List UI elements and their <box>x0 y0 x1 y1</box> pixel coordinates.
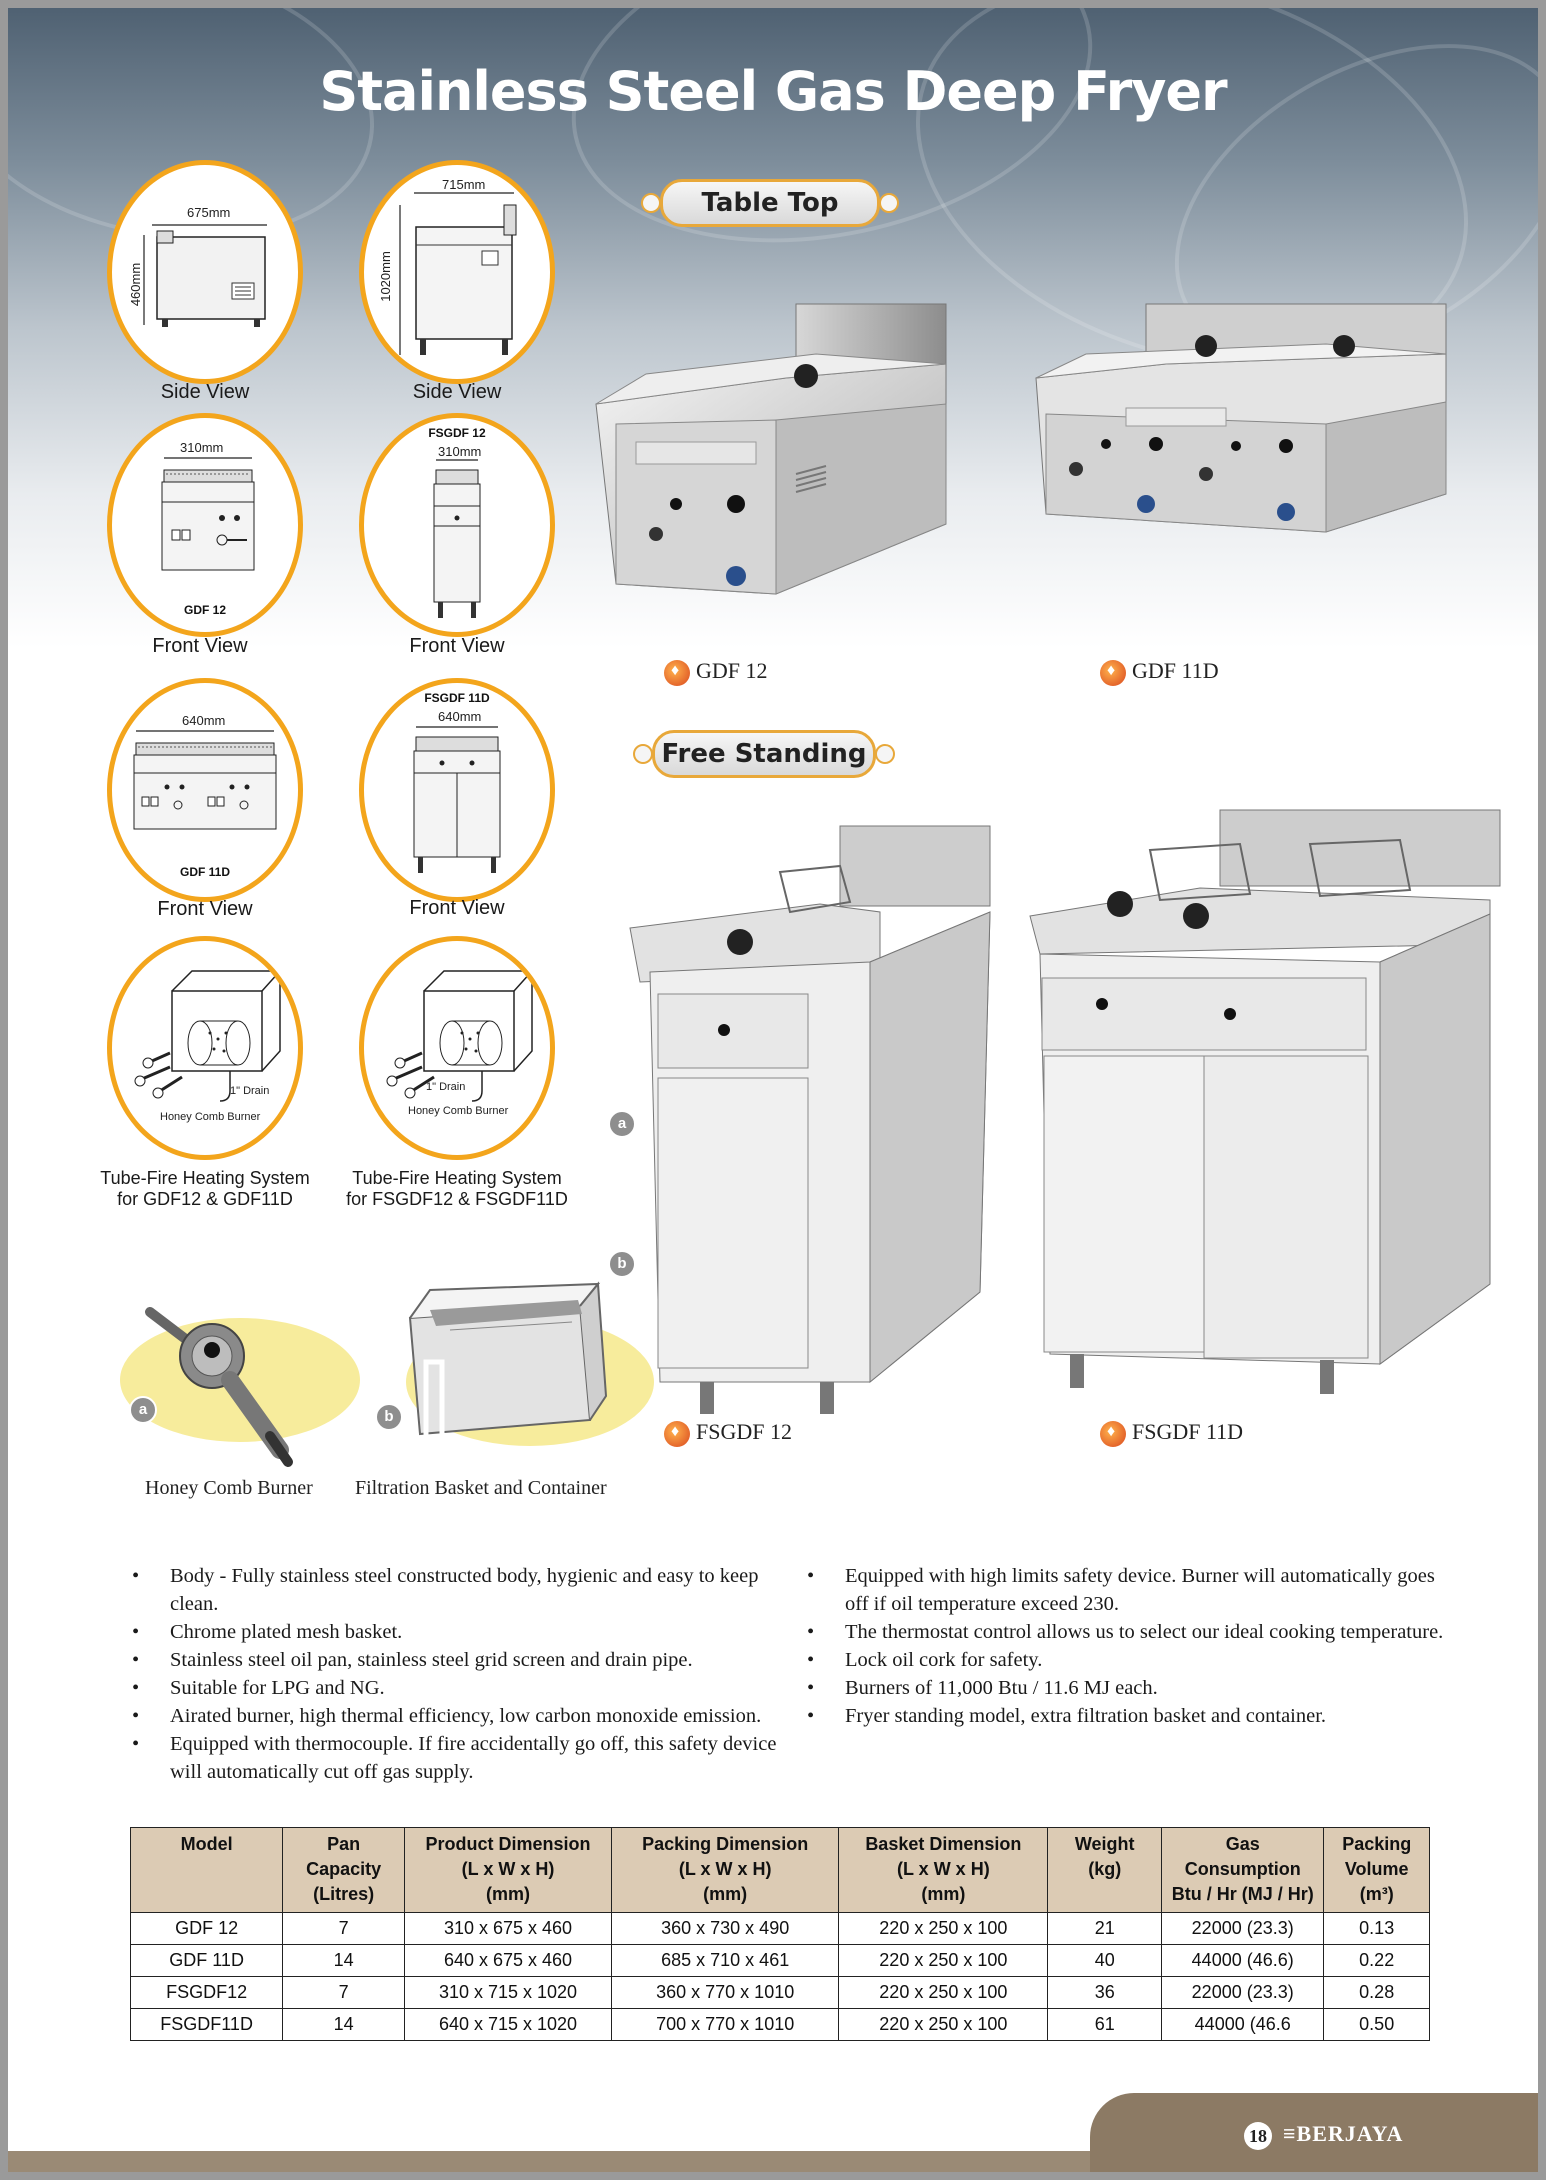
column-header: Pan Capacity (Litres) <box>283 1828 405 1913</box>
feature-item: • Body - Fully stainless steel constructed body, hygienic and easy to keep clean. <box>130 1562 785 1618</box>
height-dimension: 1020mm <box>377 251 393 302</box>
side-view-diagram-fsgdf <box>359 160 555 384</box>
flame-icon <box>664 1421 690 1447</box>
table-cell: 310 x 675 x 460 <box>405 1913 612 1945</box>
feature-list-left <box>130 1562 785 1786</box>
front-view-diagram-fsgdf11d <box>359 678 555 902</box>
table-cell: GDF 11D <box>131 1945 283 1977</box>
marker-b: b <box>608 1250 636 1278</box>
feature-item: • Stainless steel oil pan, stainless steel grid screen and drain pipe. <box>130 1646 785 1674</box>
table-header-row <box>131 1828 1430 1913</box>
flame-icon <box>1100 660 1126 686</box>
brochure-page <box>8 8 1538 2172</box>
table-cell: 44000 (46.6) <box>1162 1945 1324 1977</box>
table-cell: 21 <box>1048 1913 1162 1945</box>
marker-a: a <box>129 1396 157 1424</box>
table-cell: FSGDF12 <box>131 1977 283 2009</box>
table-cell: 220 x 250 x 100 <box>839 1945 1048 1977</box>
width-dimension: 310mm <box>438 444 482 459</box>
diagram-caption: Front View <box>409 897 505 919</box>
page-title: Stainless Steel Gas Deep Fryer <box>319 60 1227 123</box>
width-dimension: 640mm <box>438 709 482 724</box>
table-cell: 7 <box>283 1913 405 1945</box>
table-cell: 0.22 <box>1324 1945 1430 1977</box>
table-cell: 36 <box>1048 1977 1162 2009</box>
table-cell: 40 <box>1048 1945 1162 1977</box>
table-row <box>131 1977 1430 2009</box>
table-cell: 700 x 770 x 1010 <box>612 2009 839 2041</box>
section-label-text: Table Top <box>701 188 839 218</box>
table-cell: 14 <box>283 2009 405 2041</box>
section-label-free-standing <box>652 730 876 778</box>
diagram-caption: Front View <box>157 898 253 920</box>
width-dimension: 640mm <box>182 713 226 728</box>
product-name: FSGDF 11D <box>1132 1419 1244 1444</box>
width-dimension: 310mm <box>180 440 224 455</box>
product-name: GDF 11D <box>1132 658 1219 683</box>
column-header: Product Dimension (L x W x H) (mm) <box>405 1828 612 1913</box>
filtration-basket-icon <box>410 1284 606 1442</box>
width-dimension: 715mm <box>442 177 486 192</box>
width-dimension: 675mm <box>187 205 231 220</box>
feature-item: • Chrome plated mesh basket. <box>130 1618 785 1646</box>
table-cell: 7 <box>283 1977 405 2009</box>
product-name: FSGDF 12 <box>696 1419 792 1444</box>
pill-knob <box>641 193 661 213</box>
caption-line: Tube-Fire Heating System <box>352 1168 562 1188</box>
table-cell: 0.28 <box>1324 1977 1430 2009</box>
feature-list-right <box>805 1562 1445 1730</box>
fryer-gdf11d-image <box>1026 294 1456 574</box>
table-cell: 310 x 715 x 1020 <box>405 1977 612 2009</box>
feature-item: • Equipped with high limits safety device. Burner will automatically goes off if oil temperature exceed 230. <box>805 1562 1445 1618</box>
table-row <box>131 1945 1430 1977</box>
product-name: GDF 12 <box>696 658 768 683</box>
diagram-model-label: GDF 12 <box>183 603 226 617</box>
front-view-diagram-gdf12 <box>107 413 303 637</box>
drain-label: 1" Drain <box>426 1081 466 1093</box>
spec-table <box>130 1827 1430 2041</box>
column-header: Basket Dimension (L x W x H) (mm) <box>839 1828 1048 1913</box>
product-label-fsgdf11d <box>1100 1419 1243 1447</box>
diagram-model-label: FSGDF 11D <box>424 691 490 705</box>
burner-label: Honey Comb Burner <box>160 1111 261 1123</box>
table-cell: 14 <box>283 1945 405 1977</box>
diagram-caption: Side View <box>160 381 250 403</box>
front-view-diagram-fsgdf12 <box>359 413 555 637</box>
burner-label: Honey Comb Burner <box>408 1105 509 1117</box>
table-cell: GDF 12 <box>131 1913 283 1945</box>
accessory-caption: Honey Comb Burner <box>145 1477 313 1499</box>
table-cell: 22000 (23.3) <box>1162 1913 1324 1945</box>
pill-knob <box>633 744 653 764</box>
page-number: 18 <box>1244 2122 1272 2150</box>
product-label-gdf11d <box>1100 658 1219 686</box>
height-dimension: 460mm <box>128 262 144 307</box>
diagram-caption <box>344 1168 570 1210</box>
table-cell: 220 x 250 x 100 <box>839 1913 1048 1945</box>
product-label-fsgdf12 <box>664 1419 792 1447</box>
feature-item: • Suitable for LPG and NG. <box>130 1674 785 1702</box>
table-cell: 360 x 770 x 1010 <box>612 1977 839 2009</box>
feature-item: • Airated burner, high thermal efficiency, low carbon monoxide emission. <box>130 1702 785 1730</box>
pill-knob <box>875 744 895 764</box>
table-cell: 220 x 250 x 100 <box>839 2009 1048 2041</box>
brand-logo: ≡BERJAYA <box>1283 2121 1404 2146</box>
table-cell: 640 x 675 x 460 <box>405 1945 612 1977</box>
column-header: Gas Consumption Btu / Hr (MJ / Hr) <box>1162 1828 1324 1913</box>
diagram-model-label: FSGDF 12 <box>428 426 486 440</box>
table-row <box>131 1913 1430 1945</box>
diagram-caption: Side View <box>412 381 502 403</box>
diagram-caption: Front View <box>152 635 248 657</box>
flame-icon <box>1100 1421 1126 1447</box>
table-cell: 61 <box>1048 2009 1162 2041</box>
marker-a: a <box>608 1110 636 1138</box>
fryer-fsgdf11d-image <box>1020 804 1508 1404</box>
caption-line: for GDF12 & GDF11D <box>117 1189 293 1209</box>
front-view-diagram-gdf11d <box>107 678 303 902</box>
column-header: Weight (kg) <box>1048 1828 1162 1913</box>
fryer-fsgdf12-image <box>620 822 1000 1422</box>
feature-item: • Fryer standing model, extra filtration basket and container. <box>805 1702 1445 1730</box>
table-cell: 640 x 715 x 1020 <box>405 2009 612 2041</box>
side-view-diagram-gdf <box>107 160 303 384</box>
feature-item: • The thermostat control allows us to select our ideal cooking temperature. <box>805 1618 1445 1646</box>
diagram-caption: Front View <box>409 635 505 657</box>
pill-knob <box>879 193 899 213</box>
accessory-caption: Filtration Basket and Container <box>355 1477 607 1499</box>
product-label-gdf12 <box>664 658 768 686</box>
caption-line: Tube-Fire Heating System <box>100 1168 310 1188</box>
feature-item: • Burners of 11,000 Btu / 11.6 MJ each. <box>805 1674 1445 1702</box>
drain-label: 1" Drain <box>230 1085 270 1097</box>
section-label-text: Free Standing <box>661 739 867 769</box>
table-cell: 685 x 710 x 461 <box>612 1945 839 1977</box>
table-cell: 220 x 250 x 100 <box>839 1977 1048 2009</box>
diagram-caption <box>92 1168 318 1210</box>
table-cell: FSGDF11D <box>131 2009 283 2041</box>
accessories-illustration <box>120 1270 680 1490</box>
caption-line: for FSGDF12 & FSGDF11D <box>346 1189 568 1209</box>
feature-item: • Lock oil cork for safety. <box>805 1646 1445 1674</box>
heating-system-drawing <box>364 941 550 1155</box>
column-header: Model <box>131 1828 283 1913</box>
table-row <box>131 2009 1430 2041</box>
heating-system-diagram-gdf <box>107 936 303 1160</box>
table-cell: 0.50 <box>1324 2009 1430 2041</box>
table-cell: 0.13 <box>1324 1913 1430 1945</box>
table-cell: 44000 (46.6 <box>1162 2009 1324 2041</box>
flame-icon <box>664 660 690 686</box>
feature-item: • Equipped with thermocouple. If fire accidentally go off, this safety device will automatically cut off gas supply. <box>130 1730 785 1786</box>
heating-system-diagram-fsgdf <box>359 936 555 1160</box>
fryer-gdf12-image <box>586 294 956 624</box>
column-header: Packing Volume (m³) <box>1324 1828 1430 1913</box>
column-header: Packing Dimension (L x W x H) (mm) <box>612 1828 839 1913</box>
table-cell: 22000 (23.3) <box>1162 1977 1324 2009</box>
marker-b: b <box>375 1403 403 1431</box>
section-label-table-top <box>660 179 880 227</box>
table-cell: 360 x 730 x 490 <box>612 1913 839 1945</box>
diagram-model-label: GDF 11D <box>179 865 230 879</box>
